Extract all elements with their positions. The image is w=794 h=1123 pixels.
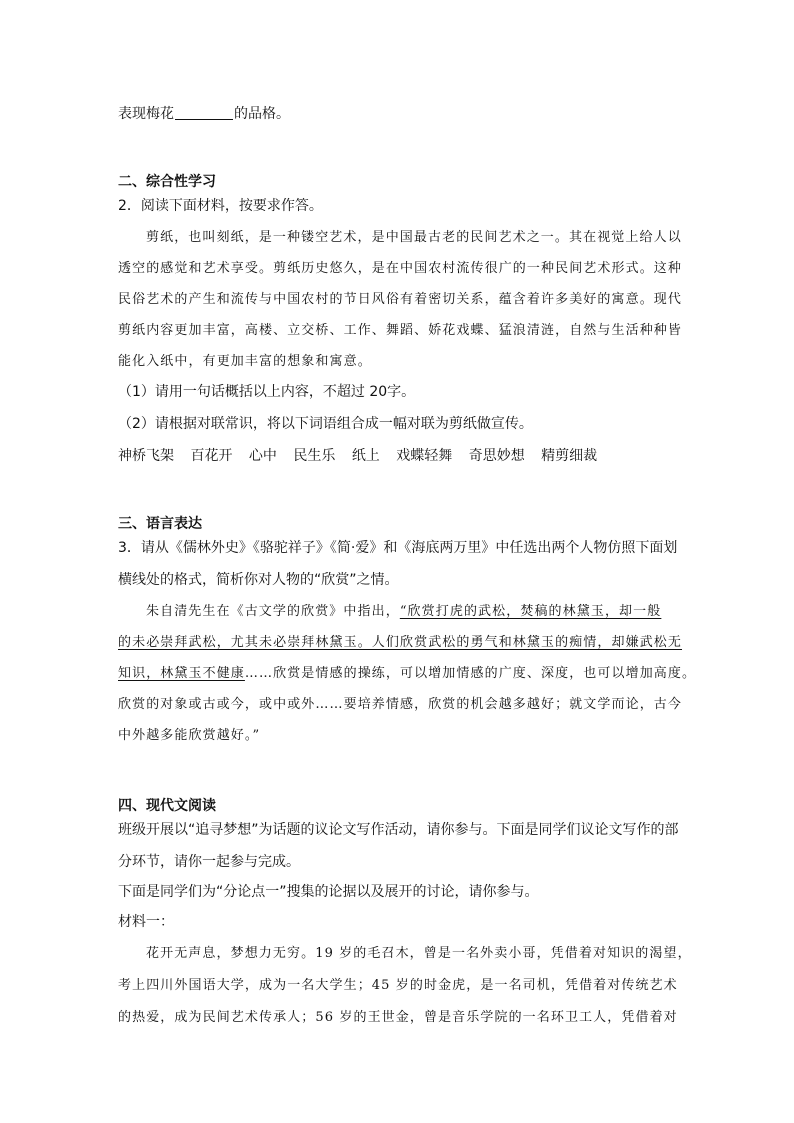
- section3-heading: 三、语言表达: [118, 516, 202, 532]
- section4-intro-line: 下面是同学们为“分论点一”搜集的论据以及展开的讨论，请你参与。: [118, 884, 539, 900]
- section4-intro-line: 班级开展以“追寻梦想”为话题的议论文写作活动，请你参与。下面是同学们议论文写作的部: [118, 822, 679, 838]
- passage-line: 能化入纸中，有更加丰富的想象和寓意。: [118, 354, 372, 369]
- section3-question-line: 3．请从《儒林外史》《骆驼祥子》《简·爱》和《海底两万里》中任选出两个人物仿照下面划: [118, 540, 678, 556]
- quote-underlined: “欣赏打虎的武松，焚稿的林黛玉，却一般: [399, 604, 662, 619]
- quote-underlined-line: 的未必崇拜武松，尤其未必崇拜林黛玉。人们欣赏武松的勇气和林黛玉的痴情，却嫌武松无: [118, 635, 683, 650]
- quote-plain: 朱自清先生在《古文学的欣赏》中指出，: [146, 604, 400, 619]
- q1-tail-after: 的品格。: [234, 106, 290, 122]
- passage-line: 透空的感觉和艺术享受。剪纸历史悠久，是在中国农村流传很广的一种民间艺术形式。这种: [118, 261, 683, 276]
- section4-heading: 四、现代文阅读: [118, 798, 216, 814]
- answer-blank: [175, 105, 233, 120]
- sub-question-1: （1）请用一句话概括以上内容，不超过 20字。: [118, 384, 416, 400]
- couplet-word: 精剪细裁: [541, 448, 598, 464]
- quote-line: 中外越多能欣赏越好。”: [118, 728, 261, 743]
- couplet-word: 神桥飞架: [118, 448, 174, 464]
- material-line: 花开无声息，梦想力无穷。19 岁的毛召木，曾是一名外卖小哥，凭借着对知识的渴望，: [146, 946, 692, 961]
- couplet-word: 心中: [248, 448, 277, 464]
- section2-heading: 二、综合性学习: [118, 174, 216, 190]
- couplet-word: 奇思妙想: [468, 448, 525, 464]
- material-line: 的热爱，成为民间艺术传承人；56 岁的王世金，曾是音乐学院的一名环卫工人，凭借着对: [118, 1010, 678, 1025]
- couplet-word-list: [118, 446, 609, 466]
- section4-intro-line: 分环节，请你一起参与完成。: [118, 854, 300, 870]
- section3-question-line: 横线处的格式，简析你对人物的“欣赏”之情。: [118, 572, 399, 588]
- passage-line: 剪纸，也叫刻纸，是一种镂空艺术，是中国最古老的民间艺术之一。其在视觉上给人以: [146, 230, 682, 245]
- couplet-word: 纸上: [351, 448, 380, 464]
- quote-line: [118, 664, 696, 684]
- quote-plain: ……欣赏是情感的操练，可以增加情感的广度、深度，也可以增加高度。: [244, 666, 697, 681]
- sub-question-2: （2）请根据对联常识，将以下词语组合成一幅对联为剪纸做宣传。: [118, 416, 533, 432]
- quote-line: 欣赏的对象或古或今，或中或外……要培养情感，欣赏的机会越多越好；就文学而论，古今: [118, 697, 683, 712]
- couplet-word: 民生乐: [293, 448, 336, 464]
- passage-line: 剪纸内容更加丰富，高楼、立交桥、工作、舞蹈、娇花戏蝶、猛浪清涟，自然与生活种种皆: [118, 323, 683, 338]
- quote-line: [146, 602, 661, 622]
- section2-question: 2．阅读下面材料，按要求作答。: [118, 198, 323, 214]
- couplet-word: 百花开: [190, 448, 233, 464]
- material-line: 考上四川外国语大学，成为一名大学生；45 岁的时金虎，是一名司机，凭借着对传统艺术: [118, 978, 678, 993]
- quote-underlined: 知识，林黛玉不健康: [118, 666, 245, 681]
- couplet-word: 戏蝶轻舞: [396, 448, 453, 464]
- passage-line: 民俗艺术的产生和流传与中国农村的节日风俗有着密切关系，蕴含着许多美好的寓意。现代: [118, 292, 683, 307]
- q1-tail-before: 表现梅花: [118, 106, 174, 122]
- material-label: 材料一：: [118, 914, 174, 930]
- q1-tail-line: [118, 104, 290, 124]
